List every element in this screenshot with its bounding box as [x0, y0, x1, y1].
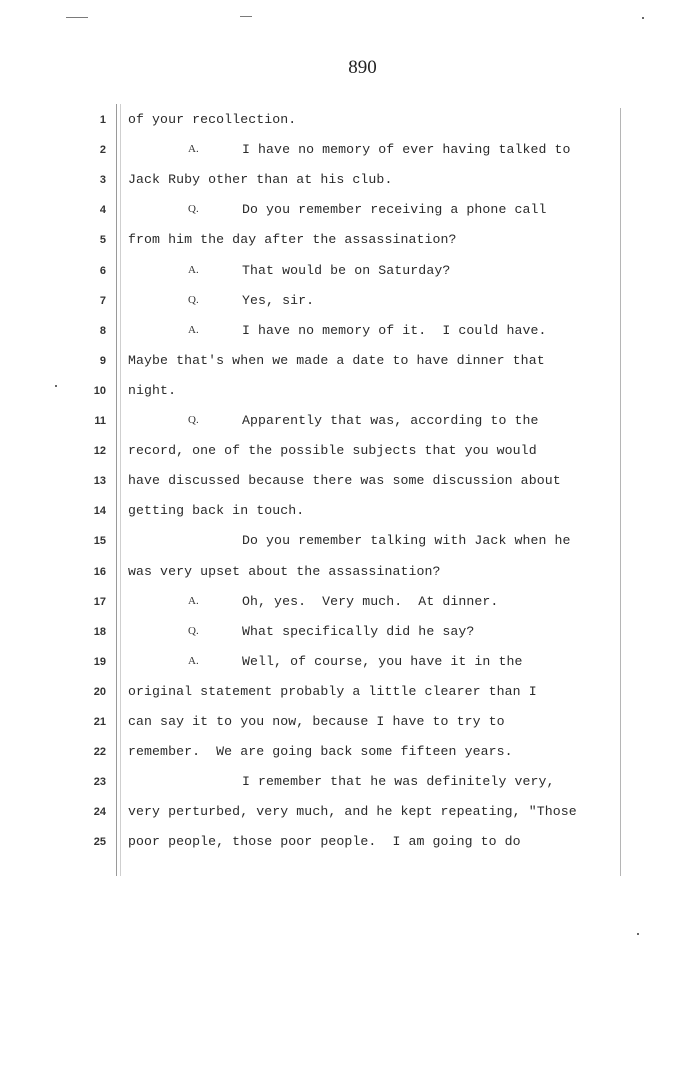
transcript-line: That would be on Saturday? [242, 262, 451, 278]
transcript-line: I have no memory of ever having talked to [242, 142, 571, 158]
scan-artifact [637, 933, 639, 935]
speaker-label: A. [188, 323, 199, 336]
line-number: 17 [93, 595, 106, 608]
transcript-line: getting back in touch. [128, 503, 305, 519]
transcript-line: original statement probably a little clearer than I [128, 683, 537, 699]
line-number: 7 [99, 294, 106, 307]
scan-artifact [66, 17, 88, 18]
speaker-label: A. [188, 143, 199, 156]
line-number: 8 [99, 324, 106, 337]
transcript-line: was very upset about the assassination? [128, 563, 441, 579]
transcript-line: have discussed because there was some discussion about [128, 473, 561, 489]
line-number: 18 [93, 625, 106, 638]
transcript-line: Do you remember talking with Jack when he [242, 533, 571, 549]
line-number: 19 [93, 655, 106, 668]
speaker-label: Q. [188, 414, 199, 426]
line-number: 6 [99, 264, 106, 277]
line-number: 22 [93, 746, 106, 759]
scan-artifact [642, 17, 644, 19]
transcript-line: Well, of course, you have it in the [242, 653, 523, 669]
line-number: 3 [99, 174, 106, 187]
transcript-line: poor people, those poor people. I am going to do [128, 834, 521, 850]
line-number: 10 [93, 384, 106, 397]
transcript-line: can say it to you now, because I have to try to [128, 714, 505, 729]
transcript-line: What specifically did he say? [242, 623, 475, 639]
speaker-label: A. [188, 654, 199, 667]
speaker-label: Q. [188, 203, 199, 216]
line-number: 16 [93, 565, 106, 578]
transcript-line: Jack Ruby other than at his club. [128, 172, 393, 188]
speaker-label: A. [188, 594, 199, 607]
transcript-line: very perturbed, very much, and he kept repeating, "Those [128, 804, 577, 820]
line-number: 13 [93, 475, 106, 488]
line-number: 21 [93, 716, 106, 728]
line-number: 14 [93, 505, 106, 518]
line-number: 24 [93, 806, 106, 819]
line-number: 5 [99, 234, 106, 247]
speaker-label: A. [188, 263, 199, 276]
right-margin-rule [620, 108, 621, 876]
line-number: 15 [93, 535, 106, 548]
transcript-line: I have no memory of it. I could have. [242, 322, 547, 338]
speaker-label: Q. [188, 293, 199, 306]
transcript-line: of your recollection. [128, 112, 297, 127]
transcript-line: record, one of the possible subjects that you would [128, 443, 537, 459]
scan-artifact [240, 16, 252, 17]
left-margin-rule [116, 104, 121, 876]
transcript-line: Oh, yes. Very much. At dinner. [242, 593, 499, 609]
line-number: 12 [93, 445, 106, 458]
line-number: 1 [99, 114, 106, 126]
line-number: 20 [93, 685, 106, 698]
line-number: 11 [94, 415, 106, 427]
page-number: 890 [348, 57, 377, 78]
transcript-line: remember. We are going back some fifteen years. [128, 744, 513, 760]
transcript-line: from him the day after the assassination? [128, 232, 457, 248]
transcript-line: Maybe that's when we made a date to have dinner that [128, 352, 545, 368]
transcript-line: Apparently that was, according to the [242, 413, 539, 428]
scan-artifact [55, 385, 57, 387]
line-number: 2 [99, 144, 106, 157]
line-number: 23 [93, 776, 106, 789]
transcript-line: I remember that he was definitely very, [242, 774, 555, 790]
line-number: 9 [99, 354, 106, 367]
transcript-line: night. [128, 382, 177, 398]
transcript-line: Yes, sir. [242, 292, 315, 308]
transcript-line: Do you remember receiving a phone call [242, 202, 547, 218]
line-number: 25 [93, 836, 106, 849]
line-number: 4 [99, 204, 106, 217]
speaker-label: Q. [188, 624, 199, 637]
